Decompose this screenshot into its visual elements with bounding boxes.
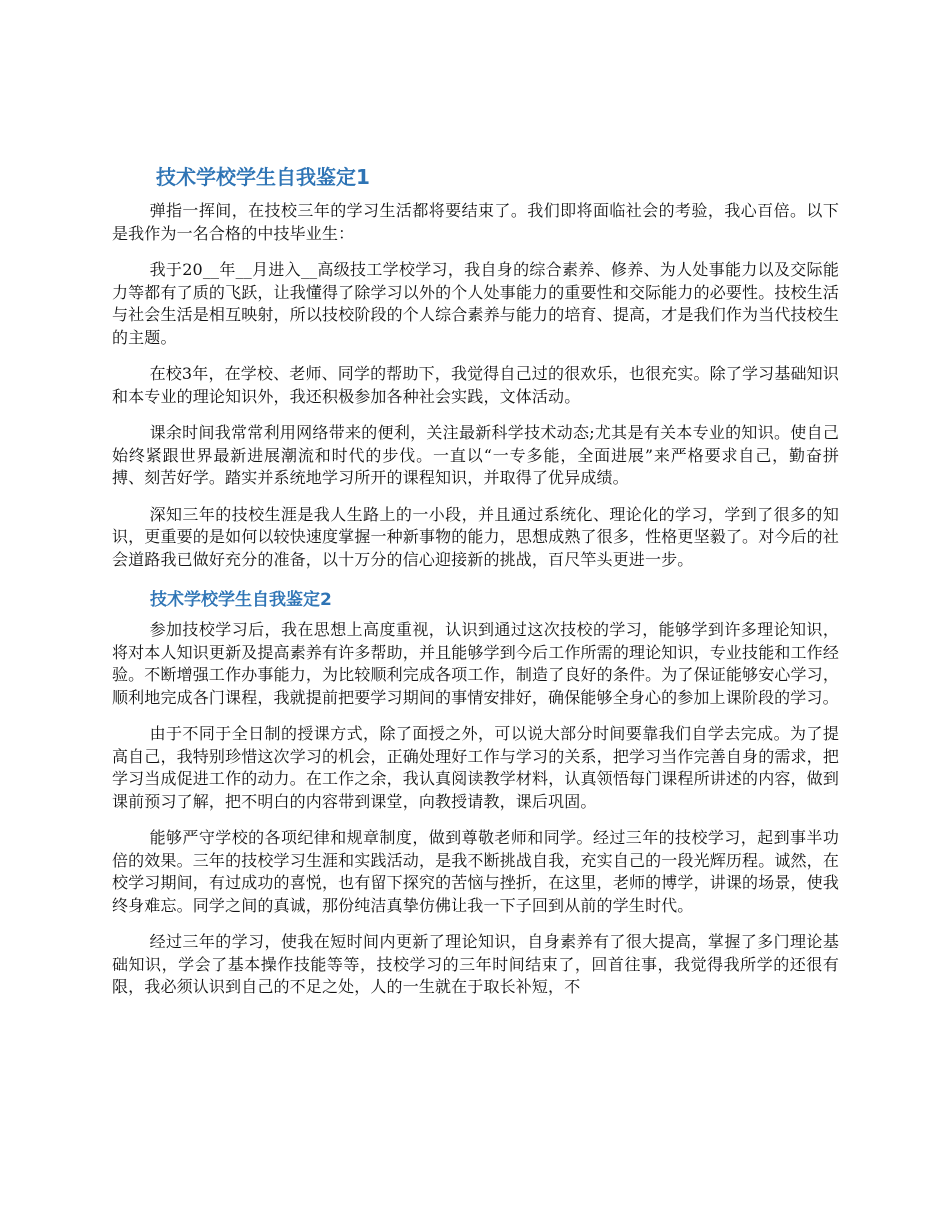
section-heading-2: 技术学校学生自我鉴定2	[150, 590, 332, 610]
paragraph: 弹指一挥间，在技校三年的学习生活都将要结束了。我们即将面临社会的考验，我心百倍。以下是我作为一名合格的中技毕业生：	[112, 201, 839, 243]
paragraph: 深知三年的技校生涯是我人生路上的一小段，并且通过系统化、理论化的学习，学到了很多的知识，更重要的是如何以较快速度掌握一种新事物的能力，思想成熟了很多，性格更坚毅了。对今后的社会道路我已做好充分的准备，以十万分的信心迎接新的挑战，百尺竿头更进一步。	[112, 504, 839, 569]
paragraph: 经过三年的学习，使我在短时间内更新了理论知识，自身素养有了很大提高，掌握了多门理论基础知识，学会了基本操作技能等等，技校学习的三年时间结束了，回首往事，我觉得我所学的还很有限，我必须认识到自己的不足之处，人的一生就在于取长补短，不	[112, 932, 839, 996]
document-body	[112, 160, 839, 1013]
paragraph: 我于20__年__月进入__高级技工学校学习，我自身的综合素养、修养、为人处事能力以及交际能力等都有了质的飞跃，让我懂得了除学习以外的个人处事能力的重要性和交际能力的必要性。技校生活与社会生活是相互映射，所以技校阶段的个人综合素养与能力的培育、提高，才是我们作为当代技校生的主题。	[112, 260, 839, 347]
paragraph: 由于不同于全日制的授课方式，除了面授之外，可以说大部分时间要靠我们自学去完成。为了提高自己，我特别珍惜这次学习的机会，正确处理好工作与学习的关系，把学习当作完善自身的需求，把学习当成促进工作的动力。在工作之余，我认真阅读教学材料，认真领悟每门课程所讲述的内容，做到课前预习了解，把不明白的内容带到课堂，向教授请教，课后巩固。	[112, 724, 839, 811]
paragraph: 课余时间我常常利用网络带来的便利，关注最新科学技术动态;尤其是有关本专业的知识。使自己始终紧跟世界最新进展潮流和时代的步伐。一直以“一专多能，全面进展”来严格要求自己，勤奋拼搏、刻苦好学。踏实并系统地学习所开的课程知识，并取得了优异成绩。	[112, 423, 839, 487]
paragraph: 在校3年，在学校、老师、同学的帮助下，我觉得自己过的很欢乐，也很充实。除了学习基础知识和本专业的理论知识外，我还积极参加各种社会实践，文体活动。	[112, 364, 839, 406]
paragraph: 参加技校学习后，我在思想上高度重视，认识到通过这次技校的学习，能够学到许多理论知识，将对本人知识更新及提高素养有许多帮助，并且能够学到今后工作所需的理论知识，专业技能和工作经验。不断增强工作办事能力，为比较顺利完成各项工作，制造了良好的条件。为了保证能够安心学习，顺利地完成各门课程，我就提前把要学习期间的事情安排好，确保能够全身心的参加上课阶段的学习。	[112, 620, 839, 707]
paragraph: 能够严守学校的各项纪律和规章制度，做到尊敬老师和同学。经过三年的技校学习，起到事半功倍的效果。三年的技校学习生涯和实践活动，是我不断挑战自我，充实自己的一段光辉历程。诚然，在校学习期间，有过成功的喜悦，也有留下探究的苦恼与挫折，在这里，老师的博学，讲课的场景，使我终身难忘。同学之间的真诚，那份纯洁真挚仿佛让我一下子回到从前的学生时代。	[112, 828, 839, 915]
section-heading-1: 技术学校学生自我鉴定1	[156, 165, 370, 189]
